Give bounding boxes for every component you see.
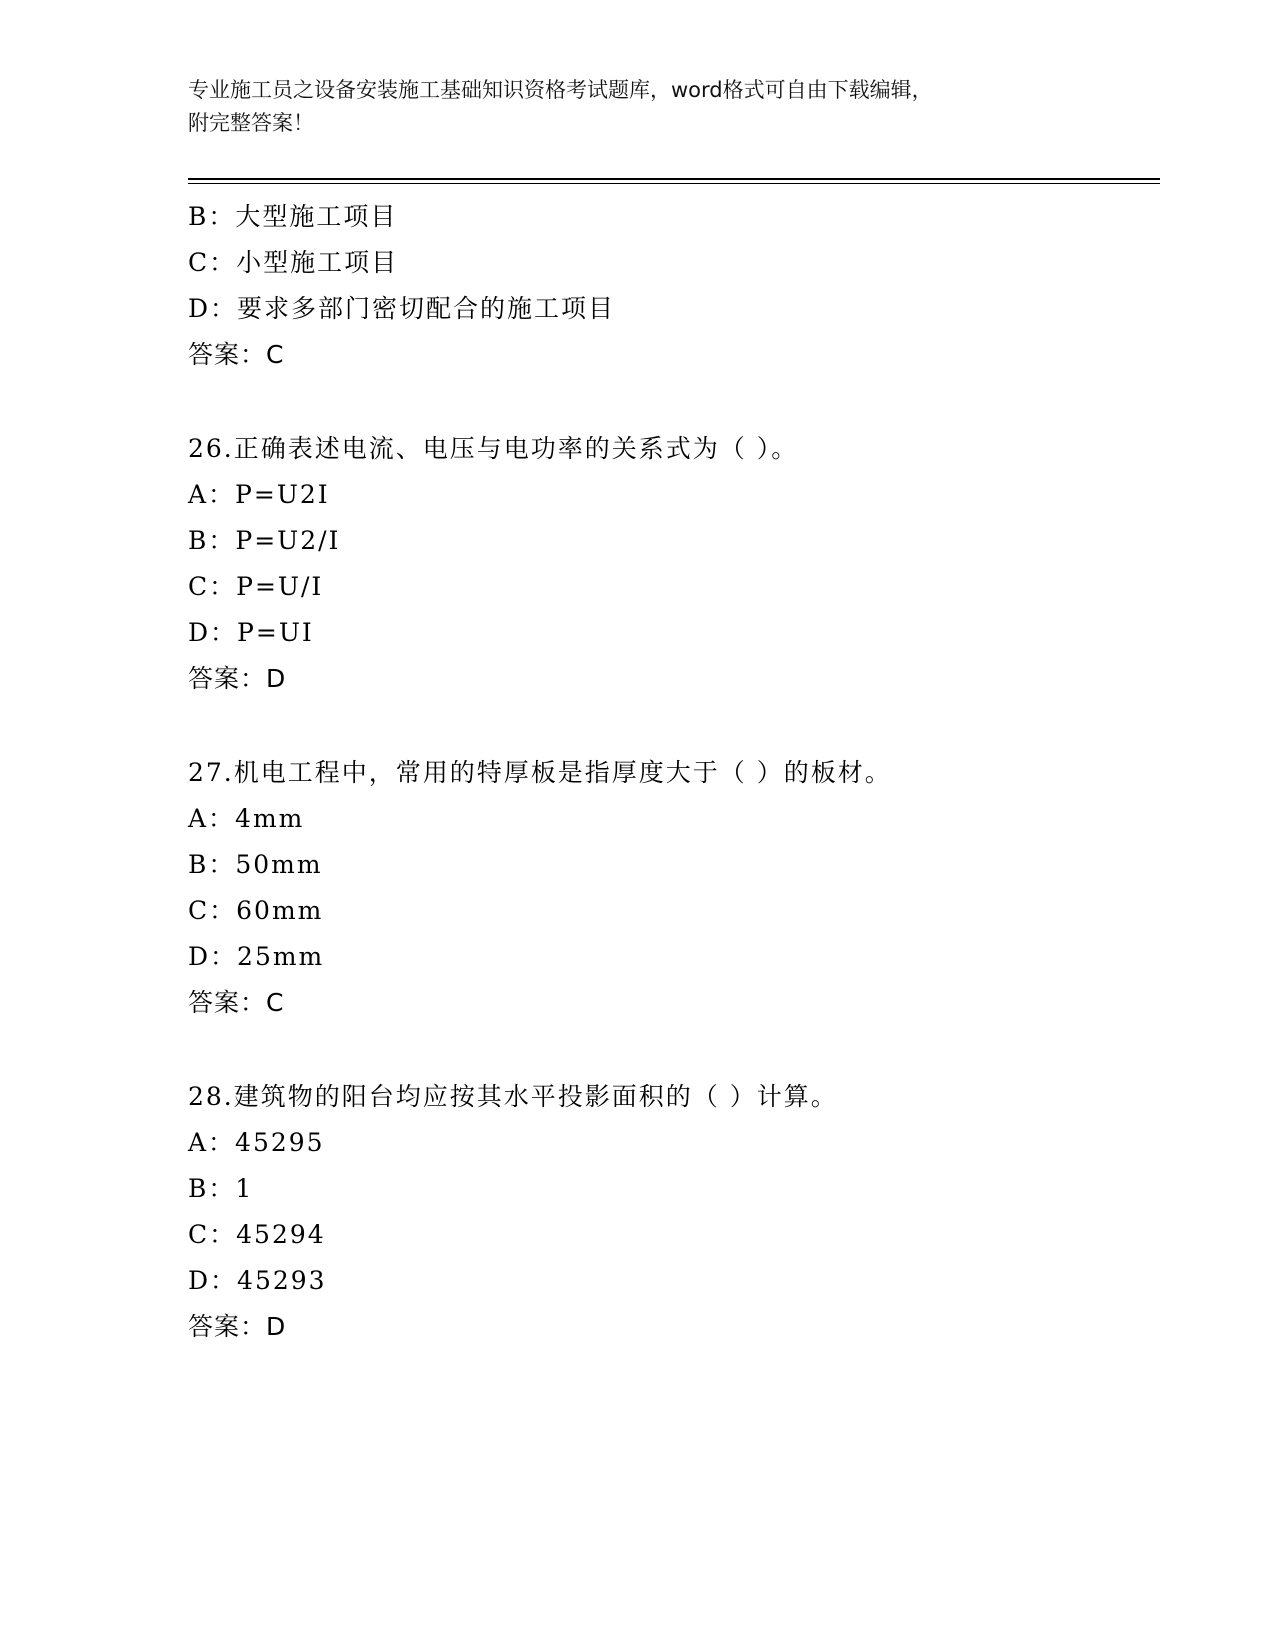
question-stem: 27.机电工程中，常用的特厚板是指厚度大于（ ）的板材。 (188, 758, 892, 787)
question-stem: 28.建筑物的阳台均应按其水平投影面积的（ ）计算。 (188, 1082, 838, 1111)
answer: 答案：D (188, 1312, 287, 1341)
header-divider-thick (188, 178, 1160, 180)
header-divider-thin (188, 183, 1160, 184)
document-header (188, 74, 1088, 140)
option-c: C：P=U/I (188, 572, 324, 601)
question-stem: 26.正确表述电流、电压与电功率的关系式为（ ）。 (188, 434, 799, 463)
option-b: B：P=U2/I (188, 526, 341, 555)
header-line-1: 专业施工员之设备安装施工基础知识资格考试题库，word格式可自由下载编辑， (188, 78, 933, 102)
option-a: A：P=U2I (188, 480, 330, 509)
option-b: B：大型施工项目 (188, 202, 398, 231)
question-26 (188, 426, 1160, 702)
question-28 (188, 1074, 1160, 1350)
option-d: D：要求多部门密切配合的施工项目 (188, 294, 616, 323)
option-b: B：50mm (188, 850, 323, 879)
answer: 答案：D (188, 664, 287, 693)
option-d: D：45293 (188, 1266, 327, 1295)
spacer (188, 702, 1160, 748)
option-a: A：4mm (188, 804, 305, 833)
option-c: C：小型施工项目 (188, 248, 399, 277)
question-25-tail (188, 194, 1160, 378)
question-content (188, 194, 1160, 1350)
option-d: D：P=UI (188, 618, 314, 647)
option-d: D：25mm (188, 942, 325, 971)
option-c: C：60mm (188, 896, 324, 925)
spacer (188, 1026, 1160, 1072)
option-a: A：45295 (188, 1128, 325, 1157)
spacer (188, 378, 1160, 424)
option-b: B：1 (188, 1174, 254, 1203)
option-c: C：45294 (188, 1220, 326, 1249)
question-27 (188, 750, 1160, 1026)
answer: 答案：C (188, 988, 285, 1017)
answer: 答案：C (188, 340, 285, 369)
header-line-2: 附完整答案！ (188, 111, 314, 135)
